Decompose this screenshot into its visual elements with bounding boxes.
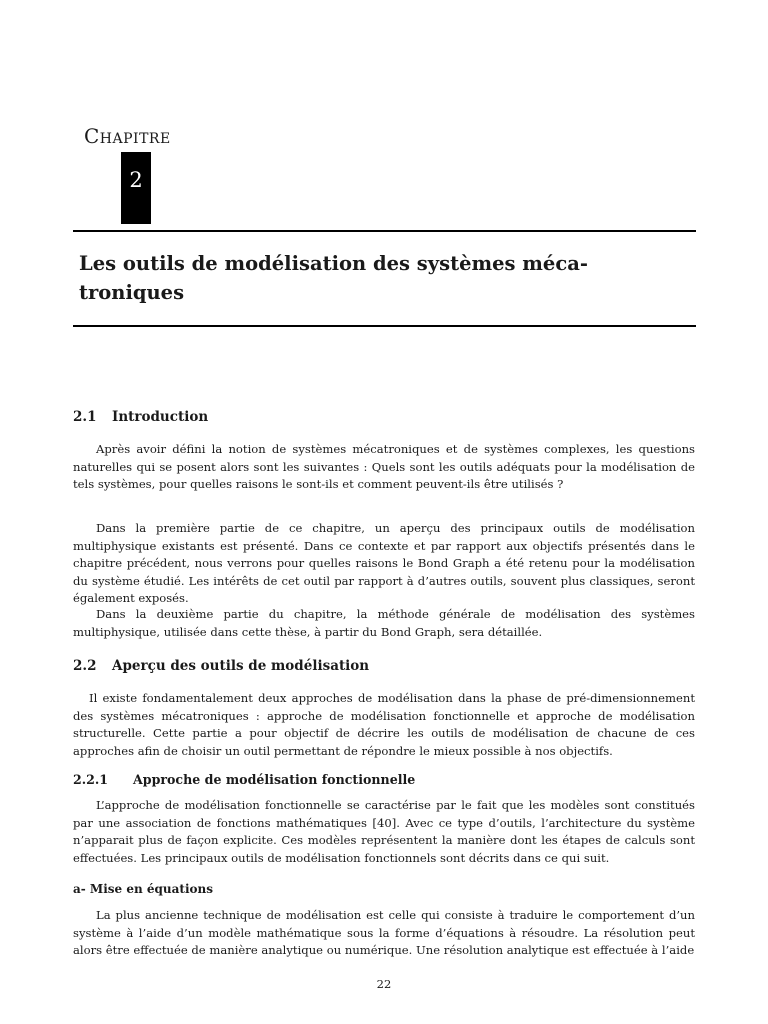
chapter-number: 2: [129, 168, 143, 192]
chapter-title: Les outils de modélisation des systèmes méca-troniques: [79, 252, 588, 304]
page-number: 22: [376, 977, 392, 991]
paragraph: Après avoir défini la notion de systèmes mécatroniques et de systèmes complexes, les questions naturelles qui se posent alors sont les suivantes : Quels sont les outils adéquats pour la modélisation de tels systèmes, pour quelles raisons le sont-ils et comment peuvent-ils être utilisés ?: [73, 442, 695, 492]
subsection-heading-2-2-1: [73, 772, 415, 787]
paragraph: L’approche de modélisation fonctionnelle se caractérise par le fait que les modèles sont constitués par une association de fonctions mathématiques [40]. Avec ce type d’outils, l’architecture du système n’apparait plus de façon explicite. Ces modèles représentent la manière dont les étapes de calculs sont effectuées. Les principaux outils de modélisation fonctionnels sont décrits dans ce qui suit.: [73, 798, 695, 865]
section-title: Aperçu des outils de modélisation: [112, 658, 370, 674]
paragraph: La plus ancienne technique de modélisation est celle qui consiste à traduire le comportement d’un système à l’aide d’un modèle mathématique sous la forme d’équations à résoudre. La résolution peut alors être effectuée de manière analytique ou numérique. Une résolution analytique est effectuée à l’aide: [73, 908, 695, 958]
subsubsection-heading-a: a- Mise en équations: [73, 882, 213, 896]
chapter-label: Chapitre: [84, 124, 171, 148]
paragraph: Dans la première partie de ce chapitre, un aperçu des principaux outils de modélisation multiphysique existants est présenté. Dans ce contexte et par rapport aux objectifs présentés dans le chapitre précédent, nous verrons pour quelles raisons le Bond Graph a été retenu pour la modélisation du système étudié. Les intérêts de cet outil par rapport à d’autres outils, souvent plus classiques, seront également exposés.: [73, 521, 695, 606]
chapter-number-box: [121, 152, 151, 224]
subsection-title: Approche de modélisation fonctionnelle: [133, 772, 416, 787]
section-number: 2.1: [73, 409, 97, 425]
paragraph: Il existe fondamentalement deux approches de modélisation dans la phase de pré-dimensionnement des systèmes mécatroniques : approche de modélisation fonctionnelle et approche de modélisation structurelle. Cette partie a pour objectif de décrire les outils de modélisation de chacune de ces approches afin de choisir un outil permettant de répondre le mieux possible à nos objectifs.: [73, 691, 695, 758]
paragraph: Dans la deuxième partie du chapitre, la méthode générale de modélisation des systèmes multiphysique, utilisée dans cette thèse, à partir du Bond Graph, sera détaillée.: [73, 607, 695, 639]
title-rule-top: [73, 230, 696, 232]
section-heading-2-2: [73, 658, 369, 674]
section-heading-2-1: [73, 409, 208, 425]
subsection-number: 2.2.1: [73, 772, 109, 787]
title-rule-bottom: [73, 325, 696, 327]
section-title: Introduction: [112, 409, 209, 425]
section-number: 2.2: [73, 658, 97, 674]
